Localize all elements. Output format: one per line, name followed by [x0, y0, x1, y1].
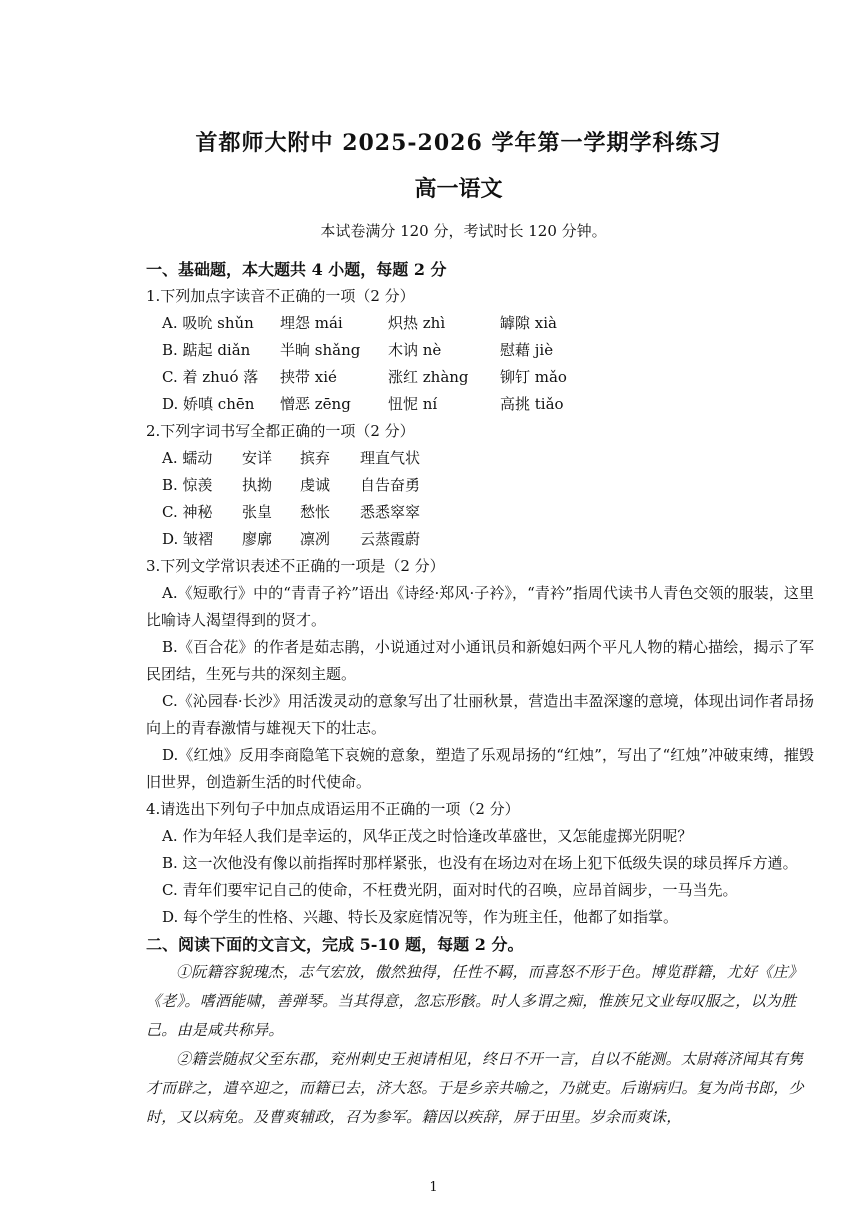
q2-option-item: 自告奋勇: [360, 476, 421, 494]
q3-option-d: D.《红烛》反用李商隐笔下哀婉的意象，塑造了乐观昂扬的“红烛”，写出了“红烛”冲破束缚，摧毁旧世界，创造新生活的时代使命。: [146, 746, 814, 791]
q4-option-c: C. 青年们要牢记自己的使命，不枉费光阴，面对时代的召唤，应昂首阔步，一马当先。: [162, 881, 738, 899]
exam-subject: 高一语文: [414, 176, 503, 202]
q1-option-item: 罅隙 xià: [500, 314, 557, 332]
q1-option-item: C. 着 zhuó 落: [162, 368, 259, 386]
q2-option-item: 云蒸霞蔚: [360, 530, 421, 548]
q2-option-item: 安详: [242, 449, 273, 467]
q2-option-row: [146, 472, 814, 499]
q2-option-item: 愁怅: [300, 503, 331, 521]
q1-option-item: 涨红 zhàng: [388, 368, 469, 386]
q1-option-item: 炽热 zhì: [388, 314, 446, 332]
q2-option-item: 廖廓: [242, 530, 273, 548]
q2-option-item: 悉悉窣窣: [360, 503, 421, 521]
q1-option-item: D. 娇嗔 chēn: [162, 395, 255, 413]
q3-option-a: A.《短歌行》中的“青青子衿”语出《诗经·郑风·子衿》，“青衿”指周代读书人青色交领的服装，这里比喻诗人渴望得到的贤才。: [146, 584, 814, 629]
q1-option-item: 埋怨 mái: [280, 314, 343, 332]
question-3-stem: 3.下列文学常识表述不正确的一项是（2 分）: [146, 557, 445, 575]
q2-option-item: 虔诚: [300, 476, 331, 494]
page-number: 1: [429, 1180, 438, 1195]
q1-option-item: A. 吸吮 shǔn: [162, 314, 254, 332]
q1-option-row: [146, 364, 814, 391]
q1-option-item: B. 踮起 diǎn: [162, 341, 251, 359]
exam-content: [146, 256, 814, 1132]
q1-option-row: [146, 337, 814, 364]
q2-option-item: C. 神秘: [162, 503, 213, 521]
q1-option-item: 木讷 nè: [388, 341, 442, 359]
q1-option-item: 铆钉 mǎo: [500, 368, 567, 386]
exam-info: 本试卷满分 120 分，考试时长 120 分钟。: [320, 222, 607, 240]
question-2-stem: 2.下列字词书写全都正确的一项（2 分）: [146, 422, 415, 440]
q1-option-item: 半晌 shǎng: [280, 341, 361, 359]
classical-paragraph-1: ①阮籍容貌瑰杰，志气宏放，傲然独得，任性不羁，而喜怒不形于色。博览群籍，尤好《庄》《老》。嗜酒能啸，善弹琴。当其得意，忽忘形骸。时人多谓之痴，惟族兄文业每叹服之，以为胜己。由是咸共称异。: [146, 963, 804, 1039]
q1-option-item: 慰藉 jiè: [500, 341, 554, 359]
q1-option-item: 高挑 tiǎo: [500, 395, 564, 413]
q2-option-item: A. 蠕动: [162, 449, 213, 467]
q2-option-row: [146, 526, 814, 553]
q1-option-row: [146, 391, 814, 418]
q4-option-d: D. 每个学生的性格、兴趣、特长及家庭情况等，作为班主任，他都了如指掌。: [162, 908, 679, 926]
q4-option-b: B. 这一次他没有像以前指挥时那样紧张，也没有在场边对在场上犯下低级失误的球员挥斥方遒。: [162, 854, 798, 872]
q2-option-item: 张皇: [242, 503, 273, 521]
q1-option-item: 憎恶 zēng: [280, 395, 351, 413]
q2-option-item: 理直气状: [360, 449, 421, 467]
section-1-heading: 一、基础题，本大题共 4 小题，每题 2 分: [146, 260, 447, 279]
q4-option-a: A. 作为年轻人我们是幸运的，风华正茂之时恰逢改革盛世，又怎能虚掷光阴呢？: [162, 827, 693, 845]
q1-option-item: 挟带 xié: [280, 368, 337, 386]
classical-paragraph-2: ②籍尝随叔父至东郡，兖州刺史王昶请相见，终日不开一言，自以不能测。太尉蒋济闻其有隽才而辟之，遣卒迎之，而籍已去，济大怒。于是乡亲共喻之，乃就吏。后谢病归。复为尚书郎，少时，又以病免。及曹爽辅政，召为参军。籍因以疾辞，屏于田里。岁余而爽诛，: [146, 1050, 804, 1126]
q2-option-item: 执拗: [242, 476, 273, 494]
q3-option-c: C.《沁园春·长沙》用活泼灵动的意象写出了壮丽秋景，营造出丰盈深邃的意境，体现出词作者昂扬向上的青春激情与雄视天下的壮志。: [146, 692, 814, 737]
q3-option-b: B.《百合花》的作者是茹志鹃，小说通过对小通讯员和新媳妇两个平凡人物的精心描绘，揭示了军民团结，生死与共的深刻主题。: [146, 638, 814, 683]
exam-title: 首都师大附中 2025-2026 学年第一学期学科练习: [195, 130, 722, 156]
q2-option-item: 凛冽: [300, 530, 331, 548]
q2-option-item: 摈弃: [300, 449, 331, 467]
question-4-stem: 4.请选出下列句子中加点成语运用不正确的一项（2 分）: [146, 800, 520, 818]
q2-option-row: [146, 499, 814, 526]
section-2-heading: 二、阅读下面的文言文，完成 5-10 题，每题 2 分。: [146, 935, 524, 954]
q2-option-row: [146, 445, 814, 472]
q2-option-item: B. 惊羡: [162, 476, 213, 494]
question-1-stem: 1.下列加点字读音不正确的一项（2 分）: [146, 287, 415, 305]
q2-option-item: D. 皱褶: [162, 530, 214, 548]
q1-option-item: 忸怩 ní: [388, 395, 438, 413]
q1-option-row: [146, 310, 814, 337]
